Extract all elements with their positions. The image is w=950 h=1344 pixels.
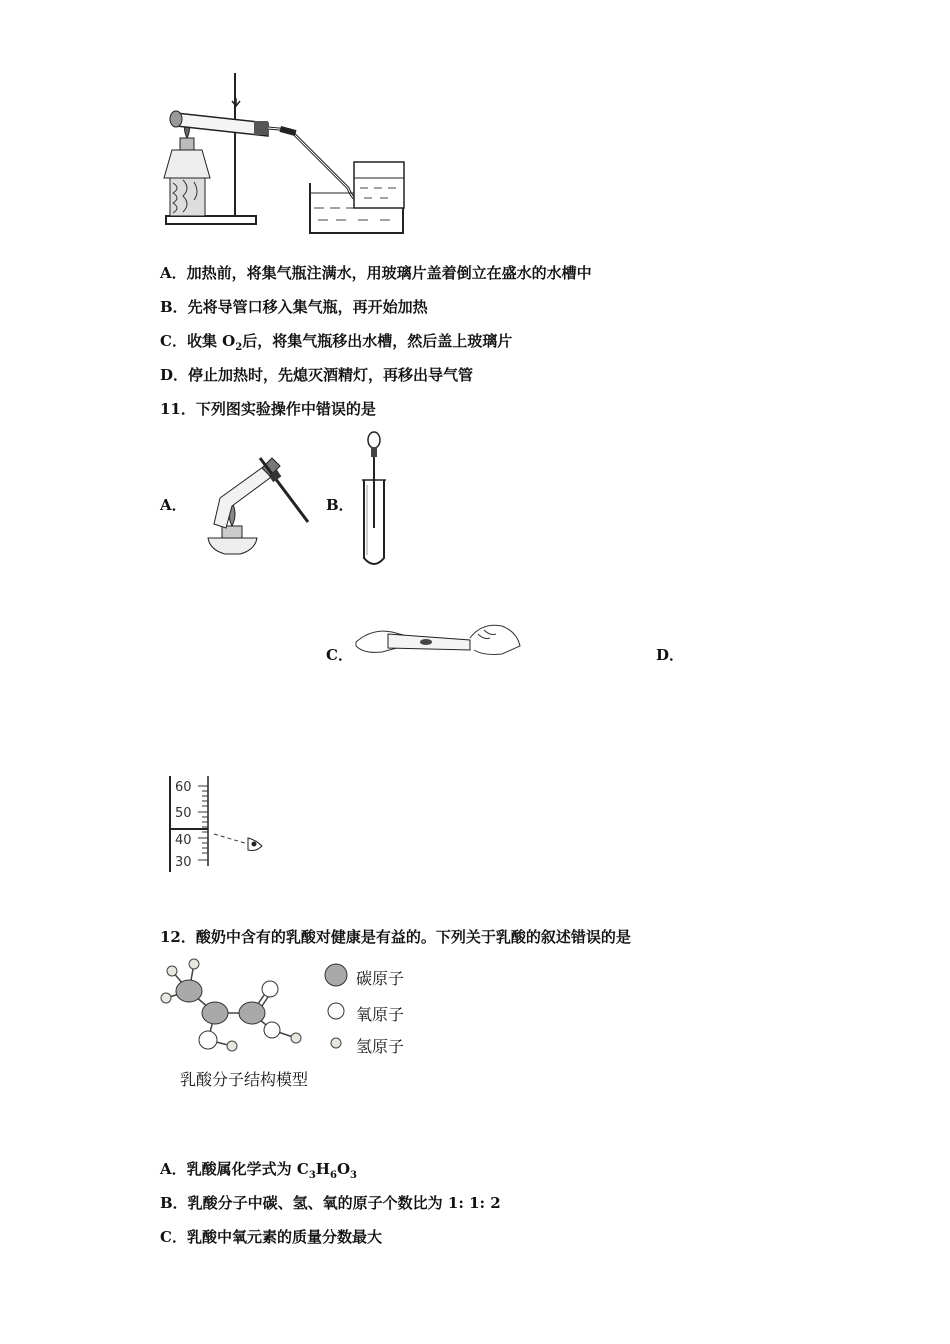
q12-option-c: C．乳酸中氧元素的质量分数最大	[160, 1228, 382, 1246]
cylinder-tick-50: 50	[175, 806, 192, 821]
legend-hydrogen-swatch	[331, 1038, 341, 1048]
q10-option-d: D．停止加热时，先熄灭酒精灯，再移出导气管	[160, 366, 474, 384]
cylinder-tick-60: 60	[175, 780, 192, 795]
holding-test-tube-figure	[352, 616, 524, 662]
cylinder-tick-30: 30	[175, 855, 192, 870]
legend-oxygen-swatch	[328, 1003, 344, 1019]
q12-option-a: A．乳酸属化学式为 $C_3H_6O_3$	[160, 1160, 357, 1181]
cylinder-tick-40: 40	[175, 833, 192, 848]
q11-label-d: D．	[656, 646, 685, 664]
q10-option-c: C．收集 $O_2$后，将集气瓶移出水槽，然后盖上玻璃片	[160, 332, 513, 353]
legend-carbon-swatch	[325, 964, 347, 986]
q11-label-b: B．	[326, 496, 354, 514]
oxygen-collection-apparatus-figure	[158, 68, 408, 238]
q11-label-c: C．	[326, 646, 353, 664]
q10-option-a: A．加热前，将集气瓶注满水，用玻璃片盖着倒立在盛水的水槽中	[160, 264, 592, 282]
dropper-into-test-tube-figure	[358, 430, 390, 570]
heating-test-tube-figure	[200, 450, 315, 565]
q12-stem: 12．酸奶中含有的乳酸对健康是有益的。下列关于乳酸的叙述错误的是	[160, 928, 631, 946]
q11-stem: 11．下列图实验操作中错误的是	[160, 400, 376, 418]
q12-option-b: B．乳酸分子中碳、氢、氧的原子个数比为 1: 1: 2	[160, 1194, 501, 1212]
legend-oxygen-label: 氧原子	[356, 1005, 405, 1024]
model-caption: 乳酸分子结构模型	[180, 1070, 309, 1089]
legend-carbon-label: 碳原子	[356, 969, 405, 988]
q10-option-b: B．先将导管口移入集气瓶，再开始加热	[160, 298, 428, 316]
q11-label-a: A．	[160, 496, 187, 514]
legend-hydrogen-label: 氢原子	[356, 1037, 405, 1056]
graduated-cylinder-reading-figure	[164, 772, 274, 876]
